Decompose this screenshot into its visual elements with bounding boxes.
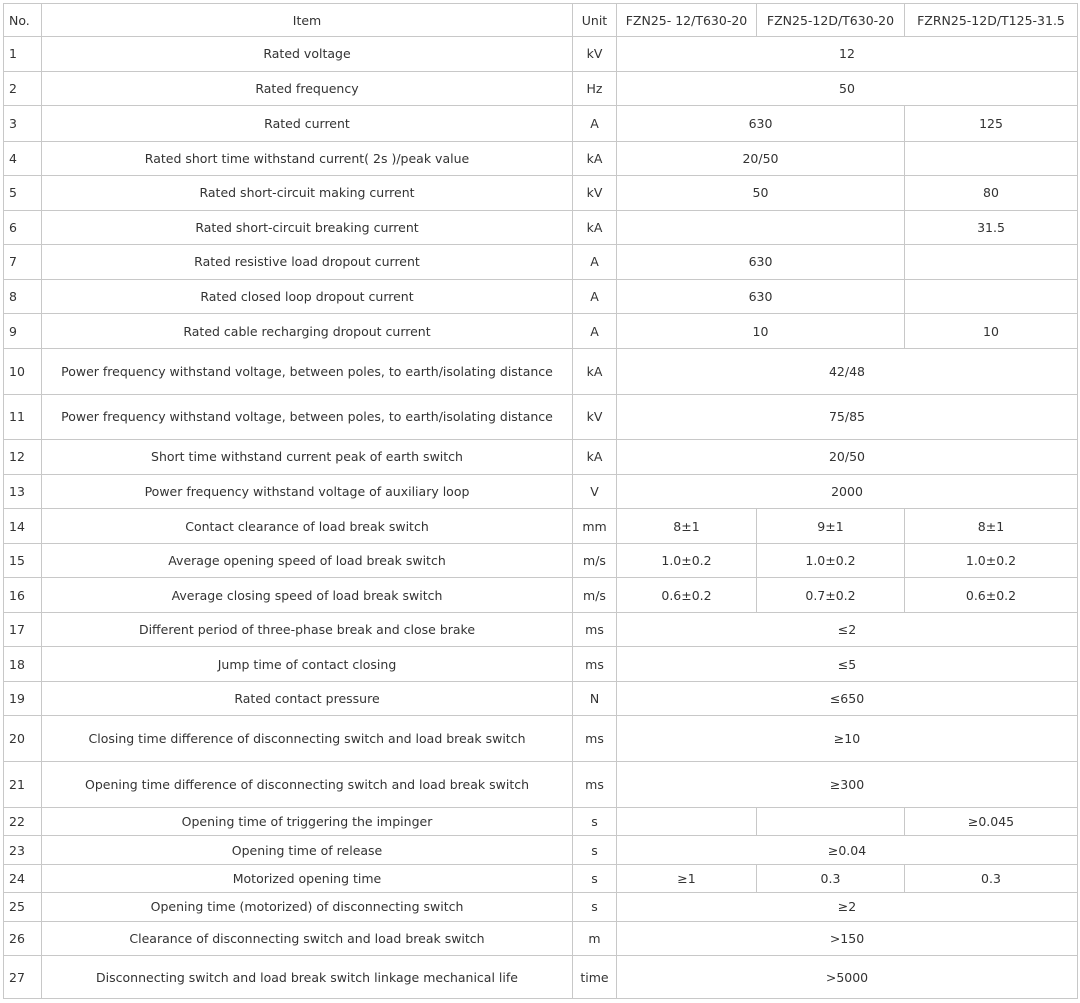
row-value: >5000 xyxy=(617,956,1078,999)
row-value: 630 xyxy=(617,279,905,314)
row-number: 12 xyxy=(4,440,42,475)
row-item: Clearance of disconnecting switch and load break switch xyxy=(42,921,573,956)
row-item: Average opening speed of load break switch xyxy=(42,543,573,578)
row-value: 10 xyxy=(905,314,1078,349)
row-value: 20/50 xyxy=(617,141,905,176)
row-value: 2000 xyxy=(617,474,1078,509)
row-value: 1.0±0.2 xyxy=(617,543,757,578)
row-unit: m/s xyxy=(573,578,617,613)
row-item: Short time withstand current peak of earth switch xyxy=(42,440,573,475)
row-number: 7 xyxy=(4,245,42,280)
row-value: ≥1 xyxy=(617,864,757,892)
row-number: 13 xyxy=(4,474,42,509)
table-row xyxy=(4,394,1078,440)
row-unit: kV xyxy=(573,37,617,72)
row-item: Rated closed loop dropout current xyxy=(42,279,573,314)
row-unit: kV xyxy=(573,176,617,211)
row-number: 18 xyxy=(4,647,42,682)
row-number: 27 xyxy=(4,956,42,999)
table-row xyxy=(4,578,1078,613)
row-value: 50 xyxy=(617,176,905,211)
row-unit: N xyxy=(573,681,617,716)
table-row xyxy=(4,543,1078,578)
row-unit: Hz xyxy=(573,71,617,106)
row-item: Rated short-circuit breaking current xyxy=(42,210,573,245)
row-number: 17 xyxy=(4,612,42,647)
table-row xyxy=(4,141,1078,176)
table-row xyxy=(4,106,1078,142)
row-number: 5 xyxy=(4,176,42,211)
row-number: 19 xyxy=(4,681,42,716)
row-item: Contact clearance of load break switch xyxy=(42,509,573,544)
row-unit: ms xyxy=(573,762,617,808)
table-row xyxy=(4,921,1078,956)
row-number: 16 xyxy=(4,578,42,613)
row-unit: A xyxy=(573,106,617,142)
row-unit: kA xyxy=(573,440,617,475)
row-item: Rated resistive load dropout current xyxy=(42,245,573,280)
row-item: Opening time of triggering the impinger xyxy=(42,807,573,835)
row-value: 10 xyxy=(617,314,905,349)
row-value: 0.6±0.2 xyxy=(905,578,1078,613)
row-number: 22 xyxy=(4,807,42,835)
table-row xyxy=(4,836,1078,864)
row-value: 80 xyxy=(905,176,1078,211)
row-value: ≤2 xyxy=(617,612,1078,647)
row-value xyxy=(617,210,905,245)
table-row xyxy=(4,864,1078,892)
row-value xyxy=(757,807,905,835)
row-number: 15 xyxy=(4,543,42,578)
row-unit: time xyxy=(573,956,617,999)
row-value: 1.0±0.2 xyxy=(905,543,1078,578)
row-unit: kA xyxy=(573,141,617,176)
row-number: 1 xyxy=(4,37,42,72)
row-number: 10 xyxy=(4,348,42,394)
row-item: Disconnecting switch and load break switch linkage mechanical life xyxy=(42,956,573,999)
row-item: Jump time of contact closing xyxy=(42,647,573,682)
row-item: Rated short-circuit making current xyxy=(42,176,573,211)
table-row xyxy=(4,716,1078,762)
row-number: 26 xyxy=(4,921,42,956)
row-unit: ms xyxy=(573,716,617,762)
row-number: 9 xyxy=(4,314,42,349)
row-unit: kA xyxy=(573,210,617,245)
row-item: Average closing speed of load break switch xyxy=(42,578,573,613)
row-item: Power frequency withstand voltage, between poles, to earth/isolating distance xyxy=(42,394,573,440)
row-item: Different period of three-phase break and close brake xyxy=(42,612,573,647)
row-unit: kA xyxy=(573,348,617,394)
row-value: ≥300 xyxy=(617,762,1078,808)
row-number: 21 xyxy=(4,762,42,808)
row-item: Opening time of release xyxy=(42,836,573,864)
row-value: 8±1 xyxy=(617,509,757,544)
spec-table-body xyxy=(4,37,1078,999)
row-value: 9±1 xyxy=(757,509,905,544)
row-item: Power frequency withstand voltage, between poles, to earth/isolating distance xyxy=(42,348,573,394)
row-unit: mm xyxy=(573,509,617,544)
row-value xyxy=(617,807,757,835)
row-value: ≤5 xyxy=(617,647,1078,682)
row-unit: ms xyxy=(573,612,617,647)
row-unit: m xyxy=(573,921,617,956)
row-item: Rated current xyxy=(42,106,573,142)
row-value: ≥2 xyxy=(617,893,1078,921)
row-value: 0.3 xyxy=(905,864,1078,892)
row-unit: m/s xyxy=(573,543,617,578)
row-value: 31.5 xyxy=(905,210,1078,245)
row-value: 1.0±0.2 xyxy=(757,543,905,578)
header-item: Item xyxy=(42,4,573,37)
row-value: 50 xyxy=(617,71,1078,106)
row-item: Rated voltage xyxy=(42,37,573,72)
table-row xyxy=(4,647,1078,682)
row-value: 75/85 xyxy=(617,394,1078,440)
header-unit: Unit xyxy=(573,4,617,37)
row-value: 20/50 xyxy=(617,440,1078,475)
row-value: 8±1 xyxy=(905,509,1078,544)
row-number: 8 xyxy=(4,279,42,314)
table-row xyxy=(4,176,1078,211)
row-item: Rated frequency xyxy=(42,71,573,106)
table-row xyxy=(4,612,1078,647)
row-value: 42/48 xyxy=(617,348,1078,394)
row-value: 12 xyxy=(617,37,1078,72)
row-number: 24 xyxy=(4,864,42,892)
table-row xyxy=(4,314,1078,349)
row-value: ≥10 xyxy=(617,716,1078,762)
row-number: 11 xyxy=(4,394,42,440)
row-value: 630 xyxy=(617,245,905,280)
table-row xyxy=(4,279,1078,314)
row-item: Rated short time withstand current( 2s )/peak value xyxy=(42,141,573,176)
row-unit: s xyxy=(573,807,617,835)
row-unit: s xyxy=(573,893,617,921)
header-model-1: FZN25- 12/T630-20 xyxy=(617,4,757,37)
row-value xyxy=(905,279,1078,314)
row-value: 125 xyxy=(905,106,1078,142)
row-value: 630 xyxy=(617,106,905,142)
row-value xyxy=(905,141,1078,176)
table-row xyxy=(4,348,1078,394)
row-unit: kV xyxy=(573,394,617,440)
row-unit: A xyxy=(573,314,617,349)
table-row xyxy=(4,509,1078,544)
table-row xyxy=(4,210,1078,245)
spec-table xyxy=(3,3,1078,999)
row-item: Rated contact pressure xyxy=(42,681,573,716)
row-unit: s xyxy=(573,836,617,864)
row-unit: A xyxy=(573,279,617,314)
row-value: ≤650 xyxy=(617,681,1078,716)
row-number: 23 xyxy=(4,836,42,864)
header-no: No. xyxy=(4,4,42,37)
row-item: Rated cable recharging dropout current xyxy=(42,314,573,349)
row-item: Motorized opening time xyxy=(42,864,573,892)
table-row xyxy=(4,893,1078,921)
table-row xyxy=(4,440,1078,475)
row-value: 0.7±0.2 xyxy=(757,578,905,613)
row-value: ≥0.045 xyxy=(905,807,1078,835)
header-model-2: FZN25-12D/T630-20 xyxy=(757,4,905,37)
table-row xyxy=(4,681,1078,716)
table-row xyxy=(4,762,1078,808)
row-number: 4 xyxy=(4,141,42,176)
row-number: 6 xyxy=(4,210,42,245)
row-unit: ms xyxy=(573,647,617,682)
row-number: 2 xyxy=(4,71,42,106)
row-item: Opening time difference of disconnecting switch and load break switch xyxy=(42,762,573,808)
table-row xyxy=(4,37,1078,72)
row-unit: V xyxy=(573,474,617,509)
row-number: 25 xyxy=(4,893,42,921)
row-value: ≥0.04 xyxy=(617,836,1078,864)
table-row xyxy=(4,71,1078,106)
row-unit: s xyxy=(573,864,617,892)
row-number: 20 xyxy=(4,716,42,762)
table-row xyxy=(4,245,1078,280)
row-value: 0.6±0.2 xyxy=(617,578,757,613)
table-row xyxy=(4,807,1078,835)
row-value: >150 xyxy=(617,921,1078,956)
row-item: Power frequency withstand voltage of auxiliary loop xyxy=(42,474,573,509)
row-number: 14 xyxy=(4,509,42,544)
table-row xyxy=(4,956,1078,999)
row-number: 3 xyxy=(4,106,42,142)
header-row xyxy=(4,4,1078,37)
row-item: Closing time difference of disconnecting switch and load break switch xyxy=(42,716,573,762)
row-value xyxy=(905,245,1078,280)
row-unit: A xyxy=(573,245,617,280)
header-model-3: FZRN25-12D/T125-31.5 xyxy=(905,4,1078,37)
table-row xyxy=(4,474,1078,509)
row-value: 0.3 xyxy=(757,864,905,892)
row-item: Opening time (motorized) of disconnecting switch xyxy=(42,893,573,921)
